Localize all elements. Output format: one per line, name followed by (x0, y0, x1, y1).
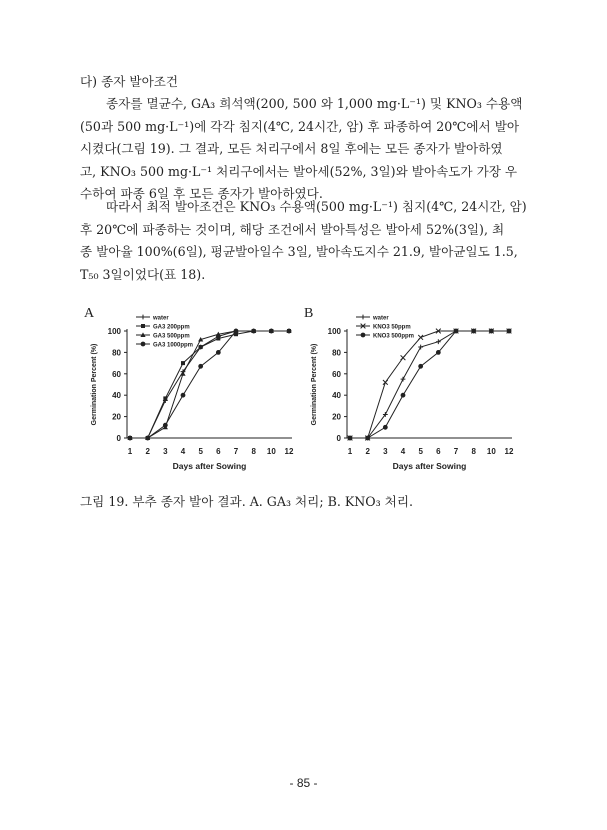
y-tick-label: 40 (332, 391, 341, 401)
data-point (383, 425, 388, 430)
x-tick-label: 6 (436, 447, 441, 456)
legend (136, 315, 193, 349)
data-point (507, 329, 512, 334)
legend-marker (361, 333, 366, 338)
x-tick-label: 10 (266, 447, 276, 456)
paragraph-1 (80, 93, 532, 206)
y-tick-label: 0 (116, 434, 121, 443)
paragraph-line: 후 20℃에 파종하는 것이며, 해당 조건에서 발아특성은 발아세 52%(3일), 최 (80, 221, 505, 237)
y-tick-label: 20 (332, 412, 341, 422)
paragraph-line: 고, KNO₃ 500 mg·L⁻¹ 처리구에서는 발아세(52%, 3일)와 발아속도가 가장 우 (80, 163, 518, 179)
data-point (489, 329, 494, 334)
series-1 (348, 329, 512, 441)
legend (356, 315, 414, 340)
data-point (216, 350, 221, 355)
y-tick-label: 60 (332, 369, 341, 379)
paragraph-2 (80, 196, 532, 286)
data-point (181, 361, 185, 365)
y-tick-label: 40 (112, 391, 121, 401)
y-tick-label: 80 (112, 348, 121, 358)
x-tick-label: 2 (145, 447, 150, 456)
data-point (216, 336, 220, 340)
data-point (269, 329, 274, 334)
data-point (163, 423, 168, 428)
section-heading: 다) 종자 발아조건 (80, 74, 179, 89)
x-tick-label: 12 (504, 447, 514, 456)
chart-b-svg (302, 306, 522, 476)
legend-label: KNO3 500ppm (373, 333, 415, 340)
data-point (418, 345, 423, 350)
x-tick-label: 3 (163, 447, 168, 456)
legend-label: GA3 1000ppm (153, 342, 194, 349)
data-point (436, 339, 441, 344)
x-tick-label: 7 (233, 447, 239, 456)
paragraph-line: (50과 500 mg·L⁻¹)에 각각 침지(4℃, 24시간, 암) 후 파종하여 20℃에서 발아 (80, 118, 520, 134)
x-tick-label: 1 (347, 447, 353, 456)
data-point (234, 329, 239, 334)
chart-panel-b (302, 306, 522, 480)
y-tick-label: 80 (332, 348, 341, 358)
x-axis-title: Days after Sowing (392, 461, 467, 471)
y-axis-title: Germination Percent (%) (311, 343, 318, 426)
x-tick-label: 8 (471, 447, 476, 456)
data-point (436, 350, 441, 355)
figure-caption: 그림 19. 부추 종자 발아 결과. A. GA₃ 처리; B. KNO₃ 처리. (80, 494, 413, 509)
data-point (471, 329, 476, 334)
x-tick-label: 5 (198, 447, 203, 456)
data-point (401, 377, 406, 382)
paragraph-line: 종 발아율 100%(6일), 평균발아일수 3일, 발아속도지수 21.9, 발아균일도 1.5, (80, 244, 518, 259)
x-tick-label: 8 (251, 447, 256, 456)
legend-marker (141, 342, 146, 347)
data-point (251, 329, 256, 334)
data-point (418, 335, 423, 340)
y-tick-label: 20 (112, 412, 121, 422)
legend-label: water (153, 315, 169, 322)
legend-marker (141, 324, 145, 328)
series-line (350, 331, 509, 438)
data-point (401, 355, 406, 360)
data-point (145, 436, 150, 441)
data-point (401, 393, 406, 398)
y-tick-label: 100 (107, 327, 121, 336)
y-tick-label: 0 (336, 434, 341, 443)
data-point (383, 380, 388, 385)
legend-label: KNO3 50ppm (373, 324, 411, 331)
legend-label: GA3 500ppm (153, 333, 190, 340)
data-point (181, 393, 186, 398)
data-point (163, 396, 167, 400)
chart-panel-a (82, 306, 302, 480)
data-point (418, 364, 423, 369)
legend-marker (141, 315, 146, 320)
y-axis-title: Germination Percent (%) (91, 343, 98, 426)
series-line (350, 331, 509, 438)
paragraph-line: 시켰다(그림 19). 그 결과, 모든 처리구에서 8일 후에는 모든 종자가 발아하였 (80, 141, 503, 156)
data-point (128, 436, 133, 441)
x-tick-label: 3 (383, 447, 388, 456)
data-point (199, 345, 203, 349)
x-tick-label: 12 (284, 447, 294, 456)
data-point (348, 436, 353, 441)
legend-label: water (373, 315, 389, 322)
page-number: - 85 - (289, 776, 318, 790)
data-point (198, 364, 203, 369)
x-axis-title: Days after Sowing (172, 461, 247, 471)
data-point (365, 436, 370, 441)
x-tick-label: 5 (418, 447, 423, 456)
x-tick-label: 4 (180, 447, 186, 456)
chart-a-svg (82, 306, 302, 476)
panel-label-b: B (304, 306, 314, 321)
data-point (454, 329, 459, 334)
data-point (287, 329, 292, 334)
x-tick-label: 10 (486, 447, 496, 456)
paragraph-line: 따라서 최적 발아조건은 KNO₃ 수용액(500 mg·L⁻¹) 침지(4℃, 24시간, 암) (106, 199, 527, 214)
legend-marker (361, 315, 366, 320)
x-tick-label: 6 (216, 447, 221, 456)
x-tick-label: 1 (127, 447, 133, 456)
paragraph-line: 종자를 멸균수, GA₃ 희석액(200, 500 와 1,000 mg·L⁻¹) 및 KNO₃ 수용액 (106, 96, 523, 111)
x-tick-label: 2 (365, 447, 370, 456)
y-tick-label: 60 (112, 369, 121, 379)
paragraph-line: T₅₀ 3일이었다(표 18). (80, 266, 206, 282)
y-tick-label: 100 (327, 327, 341, 336)
paragraph-line: 수하여 파종 6일 후 모든 종자가 발아하였다. (80, 186, 323, 201)
x-tick-label: 7 (453, 447, 459, 456)
series-line (350, 331, 509, 438)
panel-label-a: A (84, 306, 95, 321)
legend-label: GA3 200ppm (153, 324, 190, 331)
x-tick-label: 4 (400, 447, 406, 456)
